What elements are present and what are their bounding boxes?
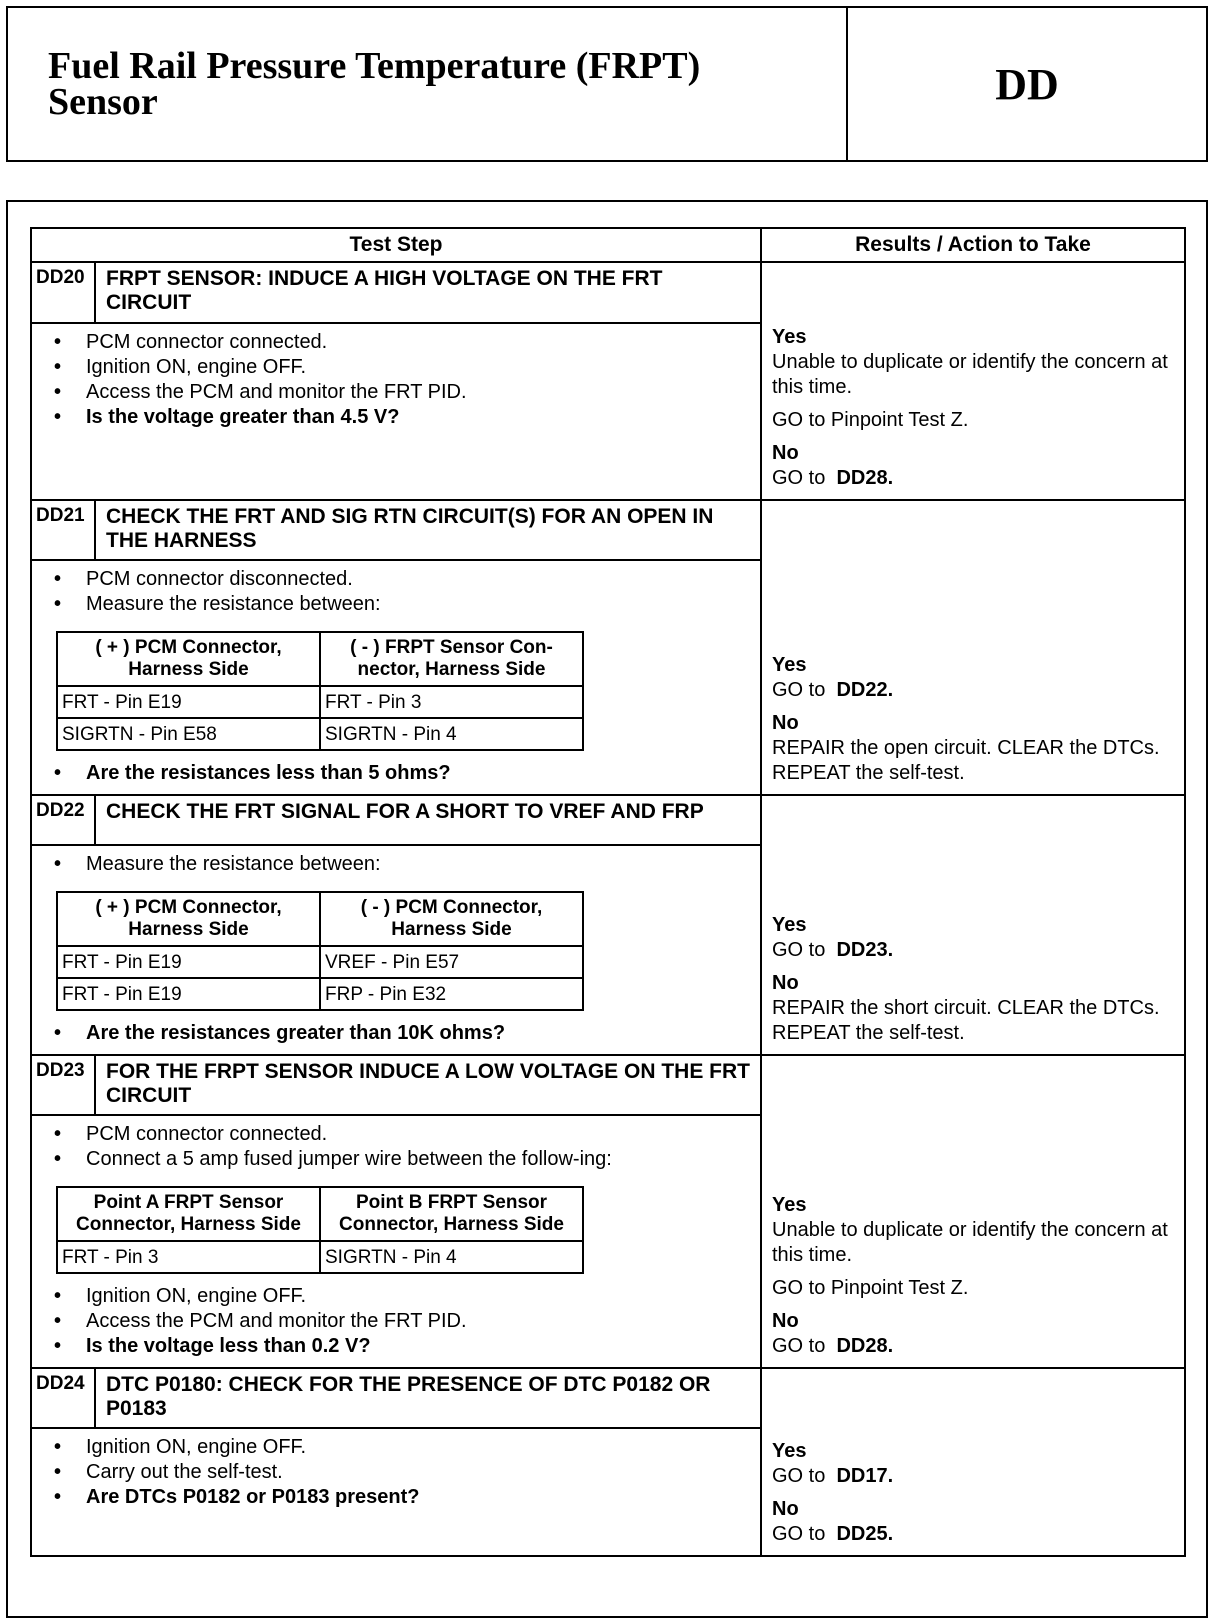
measurement-header-cell: ( - ) PCM Connector, Harness Side (320, 892, 583, 946)
page-header (6, 6, 1208, 162)
measurement-header-row (57, 632, 583, 686)
measurement-cell: FRT - Pin 3 (320, 686, 583, 718)
result-no-label: No (772, 972, 799, 994)
result-no-text: REPAIR the open circuit. CLEAR the DTCs. REPEAT the self-test. (772, 737, 1160, 784)
jumper-header-cell: Point B FRPT Sensor Connector, Harness Side (320, 1187, 583, 1241)
measurement-header-cell: ( - ) FRPT Sensor Con-nector, Harness Side (320, 632, 583, 686)
step-result (761, 1368, 1185, 1556)
jumper-cell: FRT - Pin 3 (57, 1241, 320, 1273)
result-yes-text: Unable to duplicate or identify the concern at this time. (772, 351, 1168, 398)
step-title-row (31, 1368, 1185, 1428)
results-header: Results / Action to Take (761, 228, 1185, 262)
result-yes-label: Yes (772, 326, 807, 348)
result-no-target: DD28. (836, 467, 894, 489)
step-title-row (31, 1055, 1185, 1115)
jumper-row (57, 1241, 583, 1273)
test-step-header: Test Step (31, 228, 761, 262)
step-id: DD23 (31, 1055, 95, 1115)
result-no-label: No (772, 1310, 799, 1332)
measurement-row (57, 686, 583, 718)
step-question: • Are the resistances less than 5 ohms? (52, 761, 750, 786)
result-no-target: DD28. (836, 1335, 894, 1357)
page-title (8, 8, 848, 160)
result-no-label: No (772, 442, 799, 464)
instruction-item: • Carry out the self-test. (52, 1460, 750, 1485)
step-instructions (42, 330, 750, 430)
step-id: DD22 (31, 795, 95, 845)
step-id: DD21 (31, 500, 95, 560)
measurement-header-cell: ( + ) PCM Connector, Harness Side (57, 892, 320, 946)
test-step-table (30, 227, 1186, 1557)
result-yes-action (772, 678, 1174, 703)
step-body (31, 560, 761, 795)
result-no-prefix: GO to (772, 1523, 826, 1545)
result-no-label: No (772, 1498, 799, 1520)
result-no-prefix: GO to (772, 467, 826, 489)
instruction-item: • Measure the resistance between: (52, 592, 750, 617)
step-title: FOR THE FRPT SENSOR INDUCE A LOW VOLTAGE ON THE FRT CIRCUIT (95, 1055, 761, 1115)
measurement-cell: FRT - Pin E19 (57, 978, 320, 1010)
measurement-table (56, 891, 584, 1011)
measurement-table (56, 631, 584, 751)
result-yes-prefix: GO to (772, 939, 826, 961)
measurement-header-cell: ( + ) PCM Connector, Harness Side (57, 632, 320, 686)
measurement-cell: VREF - Pin E57 (320, 946, 583, 978)
step-question: • Are DTCs P0182 or P0183 present? (52, 1485, 750, 1510)
result-no-action (772, 1334, 1174, 1359)
result-yes-label: Yes (772, 914, 807, 936)
result-no-label: No (772, 712, 799, 734)
jumper-header-row (57, 1187, 583, 1241)
measurement-row (57, 978, 583, 1010)
result-no-text: REPAIR the short circuit. CLEAR the DTCs. REPEAT the self-test. (772, 997, 1160, 1044)
step-title-row (31, 262, 1185, 323)
step-title: FRPT SENSOR: INDUCE A HIGH VOLTAGE ON THE FRT CIRCUIT (95, 262, 761, 323)
page-title-line-2: Sensor (48, 81, 158, 123)
jumper-header-cell: Point A FRPT Sensor Connector, Harness Side (57, 1187, 320, 1241)
step-result (761, 262, 1185, 500)
step-body (31, 1428, 761, 1556)
step-question: • Are the resistances greater than 10K ohms? (52, 1021, 750, 1046)
jumper-table (56, 1186, 584, 1274)
result-yes-action: GO to Pinpoint Test Z. (772, 1277, 969, 1299)
step-result (761, 1055, 1185, 1368)
step-title-row (31, 500, 1185, 560)
step-instructions (42, 1435, 750, 1510)
result-yes-label: Yes (772, 1194, 807, 1216)
result-yes-action (772, 938, 1174, 963)
step-instructions (42, 761, 750, 786)
measurement-cell: SIGRTN - Pin 4 (320, 718, 583, 750)
instruction-item: • Connect a 5 amp fused jumper wire between the follow-ing: (52, 1147, 750, 1172)
result-yes-label: Yes (772, 654, 807, 676)
measurement-cell: FRP - Pin E32 (320, 978, 583, 1010)
result-yes-prefix: GO to (772, 679, 826, 701)
step-result (761, 500, 1185, 795)
step-title: CHECK THE FRT AND SIG RTN CIRCUIT(S) FOR AN OPEN IN THE HARNESS (95, 500, 761, 560)
result-yes-target: DD23. (836, 939, 894, 961)
measurement-cell: FRT - Pin E19 (57, 686, 320, 718)
instruction-item: • PCM connector disconnected. (52, 567, 750, 592)
step-body (31, 1115, 761, 1368)
section-code: DD (995, 59, 1059, 109)
instruction-item: • Access the PCM and monitor the FRT PID. (52, 1309, 750, 1334)
result-yes-text: Unable to duplicate or identify the concern at this time. (772, 1219, 1168, 1266)
measurement-cell: SIGRTN - Pin E58 (57, 718, 320, 750)
instruction-item: • PCM connector connected. (52, 330, 750, 355)
measurement-row (57, 946, 583, 978)
instruction-item: • Ignition ON, engine OFF. (52, 1284, 750, 1309)
instruction-item: • Ignition ON, engine OFF. (52, 1435, 750, 1460)
step-instructions (42, 1122, 750, 1172)
measurement-cell: FRT - Pin E19 (57, 946, 320, 978)
step-title: DTC P0180: CHECK FOR THE PRESENCE OF DTC P0182 OR P0183 (95, 1368, 761, 1428)
step-title-row (31, 795, 1185, 845)
result-no-action (772, 466, 1174, 491)
step-instructions (42, 567, 750, 617)
page-title-line-1: Fuel Rail Pressure Temperature (FRPT) (48, 45, 701, 87)
instruction-item: • Measure the resistance between: (52, 852, 750, 877)
step-instructions (42, 1021, 750, 1046)
measurement-header-row (57, 892, 583, 946)
result-no-target: DD25. (836, 1523, 894, 1545)
step-body (31, 845, 761, 1055)
step-title: CHECK THE FRT SIGNAL FOR A SHORT TO VREF AND FRP (95, 795, 761, 845)
result-yes-target: DD17. (836, 1465, 894, 1487)
result-no-action (772, 1522, 1174, 1547)
measurement-row (57, 718, 583, 750)
instruction-item: • PCM connector connected. (52, 1122, 750, 1147)
step-question: • Is the voltage less than 0.2 V? (52, 1334, 750, 1359)
instruction-item: • Access the PCM and monitor the FRT PID. (52, 380, 750, 405)
step-question: • Is the voltage greater than 4.5 V? (52, 405, 750, 430)
step-id: DD24 (31, 1368, 95, 1428)
result-yes-action (772, 1464, 1174, 1489)
step-id: DD20 (31, 262, 95, 323)
result-yes-action: GO to Pinpoint Test Z. (772, 409, 969, 431)
step-instructions (42, 852, 750, 877)
step-body (31, 323, 761, 501)
jumper-cell: SIGRTN - Pin 4 (320, 1241, 583, 1273)
instruction-item: • Ignition ON, engine OFF. (52, 355, 750, 380)
result-yes-prefix: GO to (772, 1465, 826, 1487)
step-instructions (42, 1284, 750, 1359)
result-no-prefix: GO to (772, 1335, 826, 1357)
result-yes-target: DD22. (836, 679, 894, 701)
table-header-row (31, 228, 1185, 262)
result-yes-label: Yes (772, 1440, 807, 1462)
step-result (761, 795, 1185, 1055)
